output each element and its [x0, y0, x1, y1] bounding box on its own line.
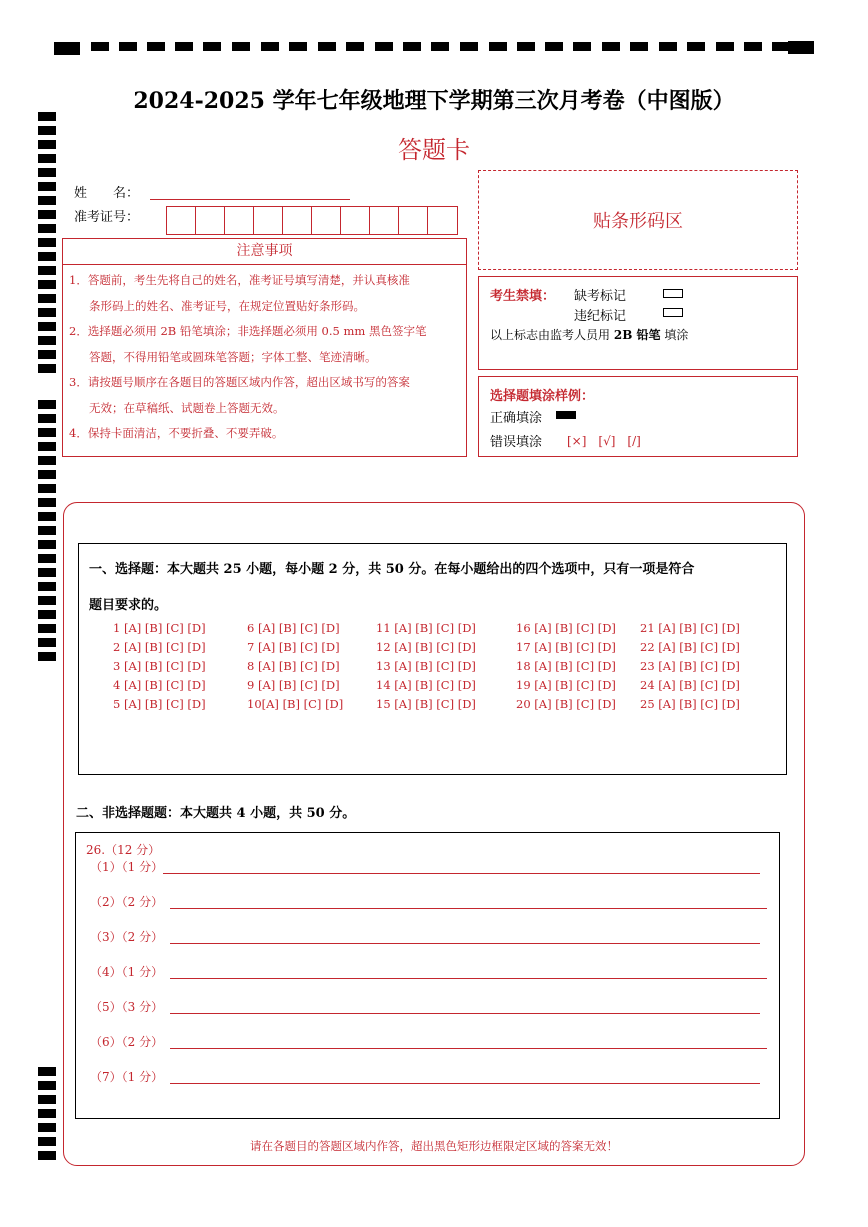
timing-mark [659, 42, 677, 51]
timing-mark [38, 168, 56, 177]
choice-question[interactable]: 25 [A] [B] [C] [D] [640, 697, 740, 711]
choice-question[interactable]: 11 [A] [B] [C] [D] [376, 621, 476, 635]
forbid-note-suffix: 填涂 [664, 328, 689, 342]
id-digit-box[interactable] [196, 207, 225, 234]
timing-mark [375, 42, 393, 51]
timing-mark [573, 42, 591, 51]
timing-mark [346, 42, 364, 51]
id-label: 准考证号： [74, 210, 140, 225]
answer-line[interactable] [170, 978, 767, 979]
id-digit-box[interactable] [370, 207, 399, 234]
sub-question-label: （1）（1 分） [90, 860, 164, 874]
choice-question[interactable]: 15 [A] [B] [C] [D] [376, 697, 476, 711]
timing-mark [38, 624, 56, 633]
sub-question-label: （4）（1 分） [90, 965, 164, 979]
timing-mark [91, 42, 109, 51]
timing-mark [744, 42, 762, 51]
barcode-area [478, 170, 798, 270]
timing-mark [289, 42, 307, 51]
id-digit-box[interactable] [312, 207, 341, 234]
timing-mark [38, 196, 56, 205]
absent-mark-box[interactable] [663, 289, 683, 298]
choice-question[interactable]: 18 [A] [B] [C] [D] [516, 659, 616, 673]
sample-title: 选择题填涂样例： [490, 389, 595, 404]
timing-mark [38, 428, 56, 437]
choice-question[interactable]: 10[A] [B] [C] [D] [247, 697, 344, 711]
choice-question[interactable]: 7 [A] [B] [C] [D] [247, 640, 340, 654]
violation-mark-label: 违纪标记 [574, 309, 627, 324]
notice-item: 1．答题前，考生先将自己的姓名，准考证号填写清楚，并认真核准 [69, 273, 410, 287]
timing-mark [38, 442, 56, 451]
timing-mark [38, 582, 56, 591]
sub-question-label: （5）（3 分） [90, 1000, 164, 1014]
choice-question[interactable]: 9 [A] [B] [C] [D] [247, 678, 340, 692]
id-digit-box[interactable] [399, 207, 428, 234]
choice-question[interactable]: 8 [A] [B] [C] [D] [247, 659, 340, 673]
notice-item: 2．选择题必须用 2B 铅笔填涂；非选择题必须用 0.5 mm 黑色签字笔 [69, 324, 427, 338]
timing-mark [38, 470, 56, 479]
choice-question[interactable]: 2 [A] [B] [C] [D] [113, 640, 206, 654]
q26-answer-box [75, 832, 780, 1119]
timing-mark [38, 294, 56, 303]
examiner-only-box [478, 276, 798, 370]
wrong-fill-marks: [×] [√] [/] [567, 434, 641, 448]
timing-mark [545, 42, 563, 51]
choice-question[interactable]: 22 [A] [B] [C] [D] [640, 640, 740, 654]
correct-fill-label: 正确填涂 [490, 411, 543, 426]
timing-mark [38, 1081, 56, 1090]
violation-mark-box[interactable] [663, 308, 683, 317]
timing-mark [38, 540, 56, 549]
choice-question[interactable]: 1 [A] [B] [C] [D] [113, 621, 206, 635]
timing-mark [38, 210, 56, 219]
notice-item: 条形码上的姓名、准考证号，在规定位置贴好条形码。 [89, 298, 365, 313]
timing-mark [38, 414, 56, 423]
notice-title: 注意事项 [62, 238, 467, 265]
name-field[interactable] [150, 199, 350, 200]
timing-mark [38, 638, 56, 647]
answer-line[interactable] [170, 1048, 767, 1049]
id-digit-box[interactable] [254, 207, 283, 234]
choice-question[interactable]: 24 [A] [B] [C] [D] [640, 678, 740, 692]
footer-warning: 请在各题目的答题区域内作答，超出黑色矩形边框限定区域的答案无效！ [250, 1139, 618, 1153]
timing-mark [431, 42, 449, 51]
fill-sample-box [478, 376, 798, 457]
notice-item: 无效；在草稿纸、试题卷上答题无效。 [89, 400, 285, 415]
sub-question-label: （6）（2 分） [90, 1035, 164, 1049]
sub-question-label: （7）（1 分） [90, 1070, 164, 1084]
timing-mark [38, 364, 56, 373]
choice-question[interactable]: 3 [A] [B] [C] [D] [113, 659, 206, 673]
timing-mark [318, 42, 336, 51]
wrong-fill-label: 错误填涂 [490, 435, 543, 450]
choice-question[interactable]: 19 [A] [B] [C] [D] [516, 678, 616, 692]
choice-question[interactable]: 6 [A] [B] [C] [D] [247, 621, 340, 635]
choice-question[interactable]: 21 [A] [B] [C] [D] [640, 621, 740, 635]
notice-item: 答题，不得用铅笔或圆珠笔答题；字体工整、笔迹清晰。 [89, 349, 377, 364]
correct-fill-mark [556, 411, 576, 419]
timing-mark [38, 1123, 56, 1132]
timing-mark [38, 1109, 56, 1118]
timing-mark [38, 568, 56, 577]
choice-question[interactable]: 12 [A] [B] [C] [D] [376, 640, 476, 654]
notice-box [62, 264, 467, 457]
timing-mark [232, 42, 250, 51]
timing-mark [38, 456, 56, 465]
timing-mark [38, 554, 56, 563]
id-digit-box[interactable] [283, 207, 312, 234]
id-number-boxes[interactable] [166, 206, 458, 235]
timing-mark [119, 42, 137, 51]
timing-mark [147, 42, 165, 51]
q26-title: 26.（12 分） [86, 843, 161, 857]
timing-mark [403, 42, 421, 51]
timing-mark [602, 42, 620, 51]
sub-question-label: （2）（2 分） [90, 895, 164, 909]
page-subtitle: 答题卡 [398, 136, 470, 164]
timing-mark [630, 42, 648, 51]
choice-question[interactable]: 16 [A] [B] [C] [D] [516, 621, 616, 635]
sub-question-label: （3）（2 分） [90, 930, 164, 944]
choice-question[interactable]: 4 [A] [B] [C] [D] [113, 678, 206, 692]
barcode-label: 贴条形码区 [593, 211, 683, 232]
answer-line[interactable] [163, 873, 760, 874]
timing-mark [38, 238, 56, 247]
page-title: 2024-2025 学年七年级地理下学期第三次月考卷（中图版） [133, 88, 735, 114]
timing-mark [38, 498, 56, 507]
section2-heading: 二、非选择题题：本大题共 4 小题，共 50 分。 [76, 806, 356, 821]
timing-mark [38, 652, 56, 661]
timing-mark [788, 41, 814, 54]
timing-mark [261, 42, 279, 51]
notice-item: 4．保持卡面清洁，不要折叠、不要弄破。 [69, 426, 284, 440]
choice-section-box [78, 543, 787, 775]
timing-mark [38, 596, 56, 605]
section1-heading: 一、选择题：本大题共 25 小题，每小题 2 分，共 50 分。在每小题给出的四个选项中，只有一项是符合 [89, 562, 695, 577]
forbid-note-bold: 2B 铅笔 [613, 328, 661, 342]
timing-mark [716, 42, 734, 51]
id-digit-box[interactable] [167, 207, 196, 234]
timing-mark [38, 280, 56, 289]
timing-mark [38, 526, 56, 535]
timing-mark [687, 42, 705, 51]
choice-question[interactable]: 13 [A] [B] [C] [D] [376, 659, 476, 673]
timing-mark [517, 42, 535, 51]
answer-line[interactable] [170, 943, 760, 944]
timing-mark [38, 266, 56, 275]
choice-question[interactable]: 5 [A] [B] [C] [D] [113, 697, 206, 711]
timing-mark [175, 42, 193, 51]
timing-mark [38, 1095, 56, 1104]
answer-line[interactable] [170, 908, 767, 909]
forbid-note [490, 326, 688, 343]
choice-question[interactable]: 17 [A] [B] [C] [D] [516, 640, 616, 654]
timing-mark [203, 42, 221, 51]
timing-mark [38, 610, 56, 619]
timing-mark [38, 1067, 56, 1076]
id-digit-box[interactable] [428, 207, 457, 234]
timing-mark [38, 350, 56, 359]
notice-item: 3．请按题号顺序在各题目的答题区域内作答，超出区域书写的答案 [69, 375, 410, 389]
id-digit-box[interactable] [225, 207, 254, 234]
answer-line[interactable] [170, 1013, 760, 1014]
timing-mark [38, 400, 56, 409]
forbid-note-prefix: 以上标志由监考人员用 [490, 328, 611, 342]
name-label: 姓 名： [74, 186, 140, 201]
timing-mark [38, 512, 56, 521]
timing-mark [38, 252, 56, 261]
timing-mark [38, 336, 56, 345]
timing-mark [38, 182, 56, 191]
timing-mark [489, 42, 507, 51]
choice-question[interactable]: 20 [A] [B] [C] [D] [516, 697, 616, 711]
timing-mark [54, 42, 80, 55]
timing-mark [38, 484, 56, 493]
absent-mark-label: 缺考标记 [574, 289, 627, 304]
section1-heading-cont: 题目要求的。 [89, 598, 168, 613]
timing-mark [38, 224, 56, 233]
choice-question[interactable]: 14 [A] [B] [C] [D] [376, 678, 476, 692]
timing-mark [38, 322, 56, 331]
timing-mark [38, 308, 56, 317]
answer-line[interactable] [170, 1083, 760, 1084]
forbid-label: 考生禁填： [490, 289, 556, 304]
id-digit-box[interactable] [341, 207, 370, 234]
timing-mark [460, 42, 478, 51]
choice-question[interactable]: 23 [A] [B] [C] [D] [640, 659, 740, 673]
